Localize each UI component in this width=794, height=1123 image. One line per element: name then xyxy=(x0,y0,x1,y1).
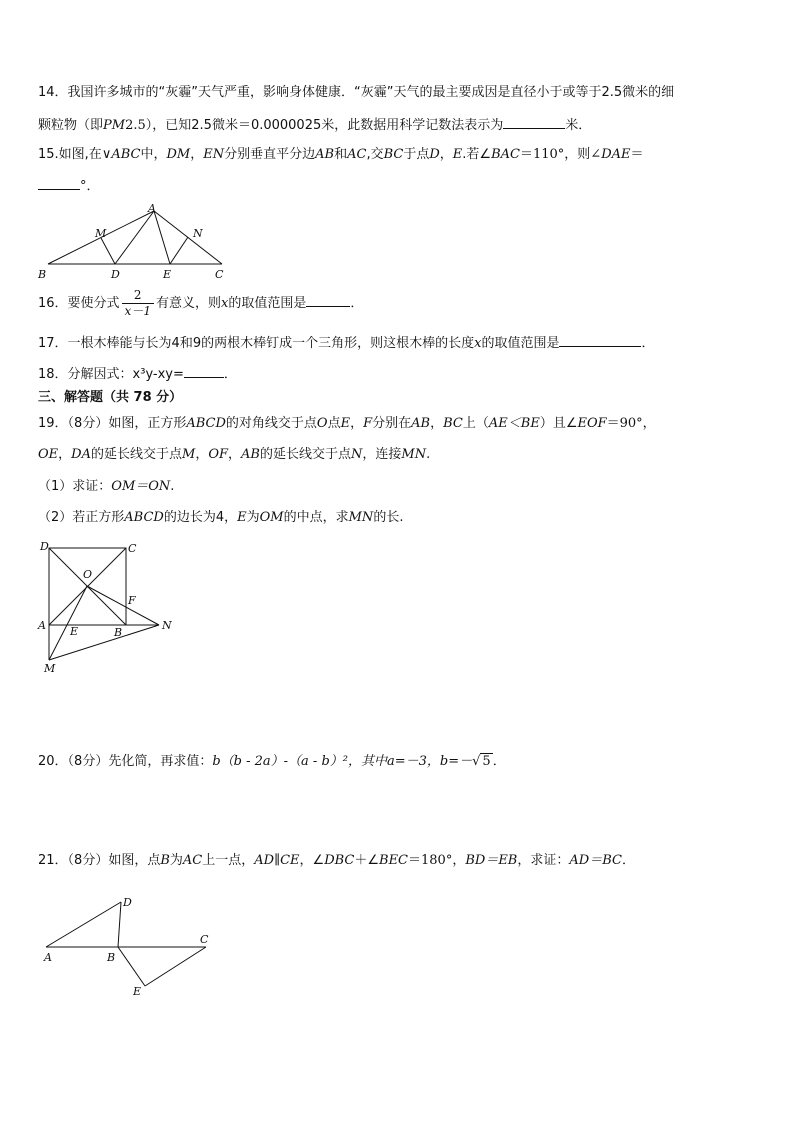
q19-eof: EOF xyxy=(577,416,607,431)
q21-label-c: C xyxy=(200,933,209,946)
q19-o: O xyxy=(316,416,328,431)
q19-p1-end: . xyxy=(170,479,175,494)
q14-answer-blank[interactable] xyxy=(503,115,565,129)
q15-label-m: M xyxy=(95,227,107,240)
q19-f: F xyxy=(363,416,373,431)
q15-figure xyxy=(30,200,240,284)
q21-seg-ad xyxy=(46,902,121,947)
q16-end: ． xyxy=(350,296,364,311)
q15-triangle: ∨ABC xyxy=(101,147,141,162)
q19-t15: ，连接 xyxy=(362,447,402,462)
q19-p2-abcd: ABCD xyxy=(124,510,164,525)
q14-text-2b: ），已知2.5微米＝0.0000025米，此数据用科学记数法表示为 xyxy=(145,118,504,133)
q15-dm: DM xyxy=(166,147,191,162)
q19-p1-t1: （1）求证： xyxy=(38,479,112,494)
q21-t1: 21．（8分）如图，点 xyxy=(38,853,161,868)
section-3-heading xyxy=(38,389,764,407)
q16-x: x xyxy=(220,296,229,311)
q19-t7: 上（ xyxy=(462,416,489,431)
q19-t16: . xyxy=(426,447,431,462)
q19-ab2: AB xyxy=(241,447,260,462)
q19-part2 xyxy=(38,509,764,527)
q21-bec: BEC xyxy=(379,853,409,868)
q15-line1 xyxy=(38,146,764,164)
q19-t10: ， xyxy=(58,447,72,462)
q15-t3: ， xyxy=(190,147,204,162)
q15-t1: 15.如图,在 xyxy=(38,147,102,162)
q19-figure xyxy=(34,538,184,678)
q21-label-e: E xyxy=(133,985,142,998)
q19-line-om xyxy=(49,586,87,660)
q15-d: D xyxy=(429,147,440,162)
q15-e: E xyxy=(452,147,463,162)
q14-text-2a: 颗粒物（即 xyxy=(38,118,104,133)
q14-line1 xyxy=(38,84,764,102)
q19-mn: MN xyxy=(401,447,427,462)
q19-part1 xyxy=(38,478,764,496)
q21-seg-be xyxy=(118,947,145,986)
q21-t6: ＝180°， xyxy=(408,853,466,868)
q21-ad-bc: AD＝BC xyxy=(569,853,622,868)
q17-t2: 的取值范围是 xyxy=(481,336,560,351)
q19-abcd: ABCD xyxy=(186,416,226,431)
q18-line xyxy=(38,364,764,384)
q21-end: ． xyxy=(621,853,635,868)
q19-n: N xyxy=(351,447,363,462)
q19-t14: 的延长线交于点 xyxy=(259,447,351,462)
q19-p2-t1: （2）若正方形 xyxy=(38,510,125,525)
q14-pm-value: 2.5 xyxy=(125,118,146,133)
q19-label-f: F xyxy=(128,594,136,607)
q15-seg-ne xyxy=(170,237,188,264)
q19-t5: 分别在 xyxy=(372,416,412,431)
q15-t2: 中， xyxy=(140,147,167,162)
q19-label-a: A xyxy=(38,619,46,632)
q15-label-c: C xyxy=(215,268,224,281)
q17-x: x xyxy=(474,336,482,351)
q15-label-n: N xyxy=(193,227,203,240)
q19-e: E xyxy=(340,416,351,431)
q21-label-d: D xyxy=(123,896,132,909)
q19-label-d: D xyxy=(40,540,49,553)
q15-bac: BAC xyxy=(491,147,520,162)
q19-oe: OE xyxy=(38,447,59,462)
q21-ac: AC xyxy=(182,853,203,868)
q19-ab: AB xyxy=(411,416,431,431)
q15-bc: BC xyxy=(383,147,404,162)
q21-label-a: A xyxy=(44,951,52,964)
q21-figure xyxy=(34,890,224,1000)
q19-label-e: E xyxy=(70,625,79,638)
q19-label-o: O xyxy=(83,568,93,581)
q20-end: ． xyxy=(492,754,506,769)
q20-t1: 20．（8分）先化简，再求值： xyxy=(38,754,213,769)
q19-t1: 19．（8分）如图，正方形 xyxy=(38,416,187,431)
q19-bc: BC xyxy=(443,416,463,431)
q19-ineq: AE＜BE xyxy=(488,416,540,431)
q20-expression: b（b - 2a）-（a - b）²，其中a=－3，b=－ xyxy=(212,754,473,769)
q19-line1 xyxy=(38,415,764,433)
q19-line2 xyxy=(38,446,764,464)
q16-answer-blank[interactable] xyxy=(306,293,350,307)
q15-en: EN xyxy=(203,147,225,162)
q17-line xyxy=(38,333,764,353)
q17-answer-blank[interactable] xyxy=(559,333,641,347)
q16-numerator: 2 xyxy=(122,288,154,304)
q19-p1-eq: OM＝ON xyxy=(111,479,171,494)
q16-line xyxy=(38,288,764,320)
q19-t4: ， xyxy=(350,416,364,431)
q15-t10: ＝110°，则∠ xyxy=(519,147,602,162)
q19-p2-mn: MN xyxy=(348,510,374,525)
q15-t7: 于点 xyxy=(403,147,430,162)
q15-answer-blank[interactable] xyxy=(38,176,80,190)
q19-label-c: C xyxy=(128,542,137,555)
q14-pm: PM xyxy=(103,118,126,133)
q19-line-on xyxy=(87,586,159,625)
q15-seg-ad xyxy=(115,211,154,264)
q19-m: M xyxy=(182,447,196,462)
q19-da: DA xyxy=(71,447,91,462)
q15-label-b: B xyxy=(38,268,47,281)
q15-t6: ,交 xyxy=(366,147,384,162)
q15-label-d: D xyxy=(111,268,120,281)
q18-t1: 18．分解因式：x³y-xy= xyxy=(38,367,184,382)
q21-t2: 为 xyxy=(169,853,183,868)
q16-denominator: x－1 xyxy=(124,304,151,318)
q18-answer-blank[interactable] xyxy=(184,364,224,378)
q15-ac: AC xyxy=(347,147,367,162)
q15-t11: ＝ xyxy=(630,147,644,162)
q19-line-mn xyxy=(49,625,159,660)
q15-t4: 分别垂直平分边 xyxy=(224,147,316,162)
q21-b: B xyxy=(160,853,170,868)
q15-t9: .若∠ xyxy=(462,147,492,162)
q21-seg-db xyxy=(118,902,121,947)
q15-seg-ae xyxy=(154,211,170,264)
q19-t2: 的对角线交于点 xyxy=(225,416,317,431)
q21-label-b: B xyxy=(107,951,116,964)
q19-t9: ＝90°， xyxy=(606,416,656,431)
q21-t4: ，∠ xyxy=(299,853,325,868)
q19-p2-t3: 为 xyxy=(246,510,260,525)
q20-line xyxy=(38,751,764,773)
q19-t3: 点 xyxy=(327,416,341,431)
q19-of: OF xyxy=(208,447,229,462)
q21-parallel: AD∥CE xyxy=(254,853,300,868)
q14-text-2c: 米． xyxy=(565,118,592,133)
q20-sqrt: √ 5 xyxy=(472,754,491,769)
q19-p2-om: OM xyxy=(259,510,284,525)
q16-t2: 有意义，则 xyxy=(155,296,221,311)
q19-t11: 的延长线交于点 xyxy=(90,447,182,462)
q20-radicand: 5 xyxy=(482,754,491,769)
q21-t5: ＋∠ xyxy=(354,853,380,868)
q19-p2-t5: 的长. xyxy=(373,510,404,525)
q14-line2 xyxy=(38,115,764,135)
q21-t7: ，求证： xyxy=(517,853,570,868)
q15-degree: °． xyxy=(80,179,100,194)
q17-end: ． xyxy=(641,336,655,351)
q19-label-m: M xyxy=(44,662,56,675)
q21-dbc: DBC xyxy=(324,853,355,868)
q16-t1: 16．要使分式 xyxy=(38,296,120,311)
q19-t13: ， xyxy=(228,447,242,462)
q15-t8: ， xyxy=(439,147,453,162)
q21-t3: 上一点， xyxy=(202,853,255,868)
q15-label-a: A xyxy=(148,202,156,215)
q15-dae: DAE xyxy=(601,147,631,162)
q21-line xyxy=(38,852,764,870)
q15-ab: AB xyxy=(315,147,335,162)
q15-line2 xyxy=(38,176,764,196)
q19-t8: ）且∠ xyxy=(539,416,578,431)
q16-t3: 的取值范围是 xyxy=(228,296,307,311)
q17-t1: 17．一根木棒能与长为4和9的两根木棒钉成一个三角形，则这根木棒的长度 xyxy=(38,336,475,351)
q15-seg-md xyxy=(101,238,115,264)
q19-p2-t2: 的边长为4， xyxy=(163,510,238,525)
q14-text-1: 14．我国许多城市的“灰霾”天气严重，影响身体健康．“灰霾”天气的最主要成因是直径小于或等于2.5微米的细 xyxy=(38,85,675,100)
q19-label-n: N xyxy=(162,619,172,632)
section-3-title: 三、解答题（共 78 分） xyxy=(38,390,183,405)
q19-t6: ， xyxy=(430,416,444,431)
q19-p2-e: E xyxy=(237,510,247,525)
q15-label-e: E xyxy=(163,268,172,281)
q15-t5: 和 xyxy=(334,147,348,162)
q19-label-b: B xyxy=(114,626,123,639)
q21-seg-ec xyxy=(145,947,206,986)
q19-p2-t4: 的中点，求 xyxy=(283,510,349,525)
q16-fraction xyxy=(122,288,154,319)
q21-bd-eb: BD＝EB xyxy=(465,853,518,868)
q19-t12: ， xyxy=(195,447,209,462)
q18-end: ． xyxy=(223,367,237,382)
